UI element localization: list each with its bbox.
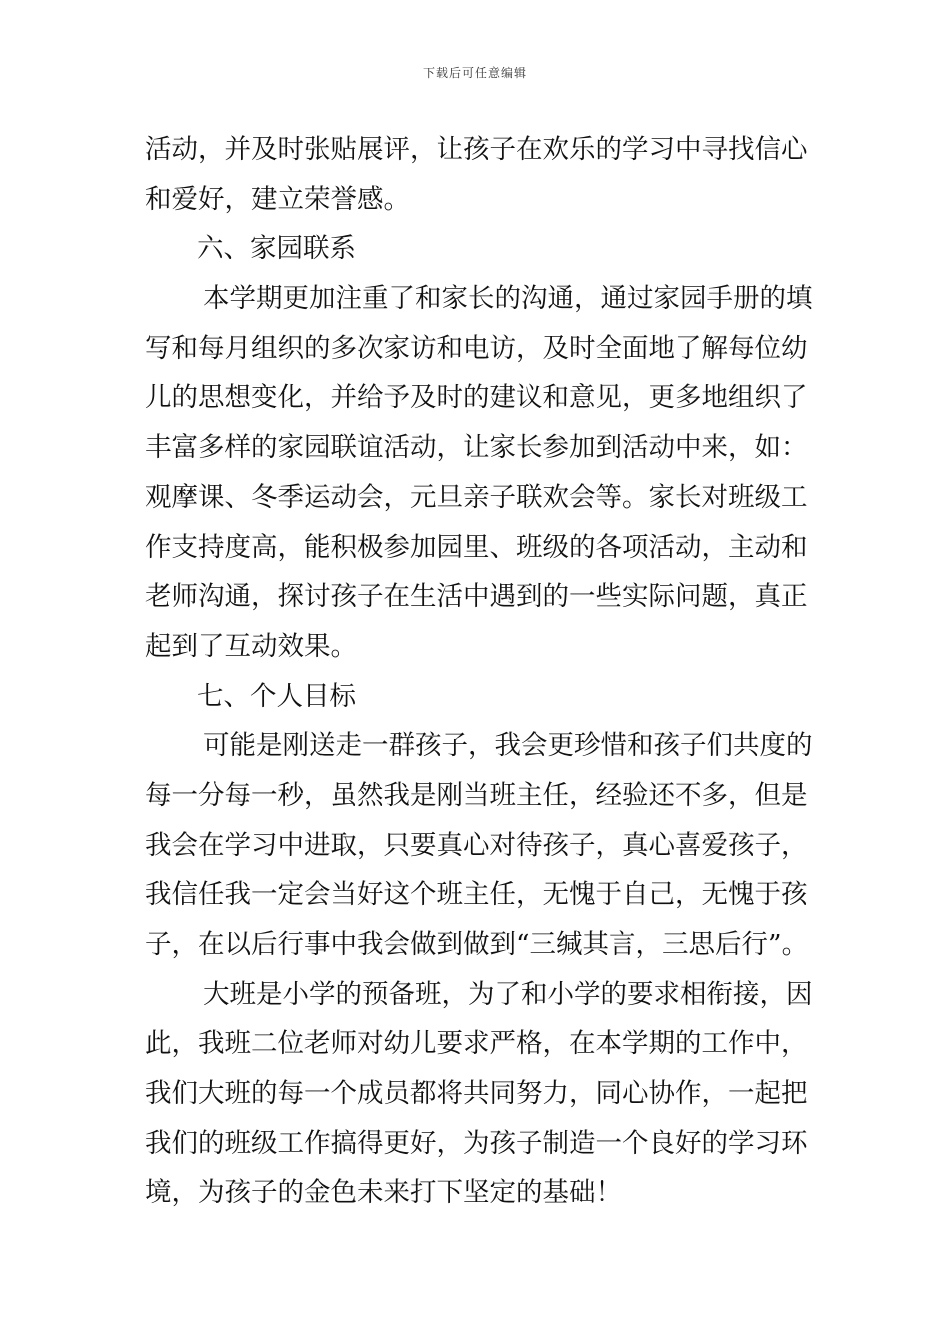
text-line: 子，在以后行事中我会做到做到“三缄其言，三思后行”。	[145, 929, 809, 960]
text-line: 境，为孩子的金色未来打下坚定的基础！	[145, 1177, 622, 1209]
text-line: 丰富多样的家园联谊活动，让家长参加到活动中来，如：	[145, 432, 808, 464]
text-line: 大班是小学的预备班，为了和小学的要求相衔接，因	[203, 978, 813, 1010]
text-line: 此，我班二位老师对幼儿要求严格，在本学期的工作中，	[145, 1028, 808, 1060]
text-line: 我会在学习中进取，只要真心对待孩子，真心喜爱孩子，	[145, 829, 808, 861]
text-line: 我们大班的每一个成员都将共同努力，同心协作，一起把	[145, 1078, 808, 1110]
section-heading: 六、家园联系	[197, 233, 356, 265]
text-line: 我们的班级工作搞得更好，为孩子制造一个良好的学习环	[145, 1127, 808, 1159]
text-line: 和爱好，建立荣誉感。	[145, 183, 410, 215]
text-line: 观摩课、冬季运动会，元旦亲子联欢会等。家长对班级工	[145, 481, 808, 513]
text-line: 老师沟通，探讨孩子在生活中遇到的一些实际问题，真正	[145, 581, 808, 613]
page-header: 下载后可任意编辑	[422, 66, 527, 80]
text-line: 可能是刚送走一群孩子，我会更珍惜和孩子们共度的	[203, 730, 813, 762]
section-heading: 七、个人目标	[197, 680, 356, 712]
text-line: 写和每月组织的多次家访和电访，及时全面地了解每位幼	[145, 332, 808, 364]
document-body	[145, 125, 813, 1218]
text-line: 我信任我一定会当好这个班主任，无愧于自己，无愧于孩	[145, 879, 808, 911]
text-line: 活动，并及时张贴展评，让孩子在欢乐的学习中寻找信心	[145, 134, 808, 165]
text-line: 儿的思想变化，并给予及时的建议和意见，更多地组织了	[145, 382, 808, 414]
text-line: 本学期更加注重了和家长的沟通，通过家园手册的填	[203, 283, 813, 315]
text-line: 起到了互动效果。	[145, 630, 357, 662]
text-line: 作支持度高，能积极参加园里、班级的各项活动，主动和	[145, 531, 808, 563]
text-line: 每一分每一秒，虽然我是刚当班主任，经验还不多，但是	[145, 779, 808, 811]
